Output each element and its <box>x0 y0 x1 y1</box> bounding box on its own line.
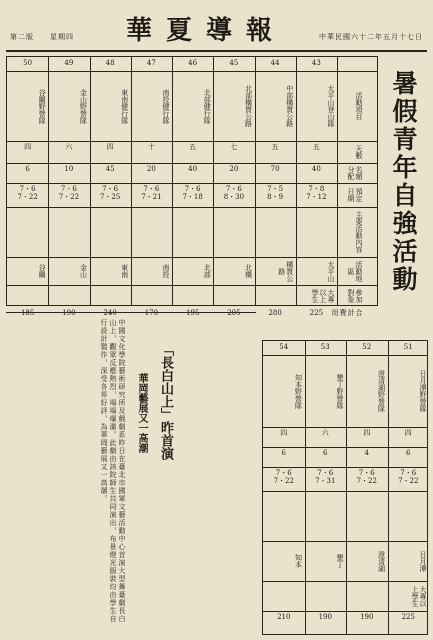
table-cell-fee: 280 <box>268 309 282 317</box>
table-cell-area: 墾丁 <box>336 554 344 568</box>
table-cell-fee: 225 <box>401 613 415 621</box>
table-cell-fee: 190 <box>318 613 332 621</box>
masthead-title <box>126 10 286 47</box>
table-cell-target: 大專以上學生 <box>311 289 335 303</box>
table-rule <box>296 57 297 305</box>
table-rule <box>7 71 377 72</box>
table-row-label: 天數 <box>355 145 363 159</box>
table-cell-quota: 20 <box>146 165 156 173</box>
table-cell-area: 東南 <box>120 264 129 278</box>
table-rule <box>305 341 306 634</box>
table-rule <box>263 541 427 542</box>
table-cell-area: 北部 <box>203 264 212 278</box>
table-cell-area: 日月潭 <box>419 550 427 572</box>
table-rule <box>48 57 49 305</box>
article-subhead-top: 華岡藝展又一高潮 <box>136 373 147 453</box>
table-cell-quota: 10 <box>64 165 74 173</box>
table-cell-fee: 210 <box>277 613 291 621</box>
table-cell-days: 五 <box>312 143 320 151</box>
table-cell-days: 五 <box>189 143 197 151</box>
table-rule <box>255 57 256 305</box>
table-cell-num: 50 <box>23 59 33 67</box>
table-cell-days: 四 <box>280 429 288 437</box>
table-cell-date: 7・6 7・22 <box>17 185 38 201</box>
headline: 暑假青年自強活動 <box>389 70 418 294</box>
table-cell-days: 四 <box>404 429 412 437</box>
table-cell-num: 43 <box>311 59 321 67</box>
table-cell-date: 7・6 7・21 <box>141 185 162 201</box>
table-cell-area: 南投 <box>162 264 170 278</box>
table-cell-area: 北橫 <box>244 264 253 278</box>
table-rule <box>263 611 427 612</box>
article-subhead: 「長白山上」昨首演 <box>158 343 173 460</box>
table-rule <box>172 57 173 305</box>
activity-table <box>6 56 378 317</box>
table-rule <box>263 581 427 582</box>
table-rule <box>263 491 427 492</box>
table-cell-target: 大專以上學生 <box>411 585 427 607</box>
table-rule <box>90 57 91 305</box>
article <box>6 312 256 634</box>
table-cell-quota: 6 <box>323 449 328 457</box>
masthead-date: 中華民國六十二年五月十七日 <box>319 33 423 41</box>
table-cell-days: 五 <box>271 143 279 151</box>
table-cell-num: 46 <box>188 59 198 67</box>
table-cell-area: 太平山 <box>327 260 335 282</box>
table-cell-date: 7・6 7・22 <box>58 185 80 201</box>
table-cell-num: 54 <box>279 343 289 351</box>
table-cell-name: 谷關野營隊 <box>38 88 47 124</box>
table-rule <box>7 207 377 208</box>
table-cell-quota: 6 <box>406 449 411 457</box>
table-cell-days: 四 <box>24 143 32 151</box>
table-cell-quota: 70 <box>270 165 280 173</box>
table-cell-days: 六 <box>65 143 73 151</box>
table-cell-area: 橫貫公路 <box>277 260 294 282</box>
table-cell-name: 太平山登山隊 <box>327 85 335 127</box>
table-rule <box>263 427 427 428</box>
table-cell-area: 谷關 <box>38 264 47 278</box>
table-cell-name: 北部橫貫公路 <box>244 85 253 127</box>
table-cell-fee: 170 <box>144 309 159 317</box>
table-rule <box>7 163 377 164</box>
table-cell-quota: 40 <box>311 165 321 173</box>
table-cell-quota: 6 <box>281 449 286 457</box>
table-cell-days: 四 <box>106 143 114 151</box>
table-cell-date: 7・6 7・25 <box>99 185 121 201</box>
masthead-edition: 第二版 星期四 <box>10 33 74 41</box>
table-row-label: 活動地區 <box>347 260 363 282</box>
table-row-label: 合計費用 <box>331 309 363 316</box>
table-rule <box>263 467 427 468</box>
table-cell-days: 六 <box>321 429 329 437</box>
table-cell-fee: 185 <box>20 309 35 317</box>
table-cell-fee: 240 <box>103 309 117 317</box>
table-cell-num: 45 <box>229 59 239 67</box>
table-cell-days: 十 <box>147 143 155 151</box>
table-cell-num: 44 <box>270 59 280 67</box>
table-cell-fee: 225 <box>309 309 324 317</box>
table-cell-num: 49 <box>64 59 74 67</box>
table-cell-area: 金山 <box>79 264 88 278</box>
table-cell-area: 知本 <box>294 554 303 568</box>
table-rule <box>213 57 214 305</box>
table-cell-quota: 6 <box>25 165 30 173</box>
masthead-title-first: 華 <box>126 16 167 46</box>
table-row-label: 主要活動內容 <box>355 211 363 253</box>
table-row-label: 名額分配 <box>347 166 363 180</box>
table-cell-area: 澄清湖 <box>377 550 386 572</box>
table-cell-quota: 4 <box>364 449 369 457</box>
table-cell-name: 金山野營隊 <box>79 88 88 124</box>
table-cell-date: 7・6 7・22 <box>398 469 419 485</box>
table-cell-num: 51 <box>403 343 413 351</box>
article-body: 中國文化學院藝術研究所及戲劇系昨日在臺北市國軍文藝活動中心首演大型舞臺劇長白山上，觀眾反應熱烈，場場爆滿。此劇由該院師生共同演出，布景燈光服裝均由學生自行設計製作，深受各界好評，為華岡藝展又一高潮。 <box>100 319 126 623</box>
table-cell-fee: 190 <box>62 309 76 317</box>
table-cell-name: 日月潭野營隊 <box>419 370 427 412</box>
table-cell-num: 47 <box>146 59 156 67</box>
table-cell-quota: 45 <box>105 165 115 173</box>
table-cell-date: 7・6 7・18 <box>182 185 203 201</box>
table-rule <box>346 341 347 634</box>
table-cell-fee: 205 <box>227 309 241 317</box>
masthead <box>6 6 427 52</box>
table-row-label: 活動項目 <box>355 92 363 120</box>
table-cell-name: 南投健行隊 <box>162 88 170 124</box>
table-rule <box>263 355 427 356</box>
table-row-label: 預定日期 <box>347 188 363 202</box>
table-rule <box>7 285 377 286</box>
masthead-title-rest: 夏導報 <box>166 16 287 46</box>
table-cell-quota: 20 <box>229 165 239 173</box>
table-cell-days: 七 <box>230 143 238 151</box>
table-cell-num: 48 <box>105 59 115 67</box>
table-cell-name: 北部健行隊 <box>203 88 212 124</box>
table-rule <box>388 341 389 634</box>
table-cell-date: 7・6 7・31 <box>315 469 336 485</box>
table-cell-date: 7・5 8・9 <box>267 185 284 201</box>
table-cell-quota: 40 <box>188 165 198 173</box>
table-rule <box>263 447 427 448</box>
activity-table-continued <box>262 340 428 635</box>
table-row-label: 參加對象 <box>347 289 363 303</box>
table-cell-date: 7・6 7・22 <box>273 469 294 485</box>
table-cell-name: 中部橫貫公路 <box>285 85 294 127</box>
table-cell-fee: 195 <box>185 309 200 317</box>
table-cell-num: 52 <box>362 343 372 351</box>
table-rule <box>7 257 377 258</box>
table-cell-name: 東南健行隊 <box>120 88 129 124</box>
table-cell-name: 澄清湖野營隊 <box>377 370 386 412</box>
table-cell-num: 53 <box>320 343 330 351</box>
table-rule <box>131 57 132 305</box>
table-rule <box>337 57 338 305</box>
table-cell-fee: 190 <box>360 613 374 621</box>
table-cell-days: 四 <box>363 429 371 437</box>
table-cell-date: 7・8 7・12 <box>306 185 327 201</box>
table-cell-date: 7・6 7・22 <box>356 469 377 485</box>
table-cell-name: 知本野營隊 <box>294 373 303 409</box>
table-cell-name: 墾丁野營隊 <box>336 373 344 409</box>
table-cell-date: 7・6 8・30 <box>223 185 245 201</box>
table-rule <box>7 183 377 184</box>
table-rule <box>7 141 377 142</box>
